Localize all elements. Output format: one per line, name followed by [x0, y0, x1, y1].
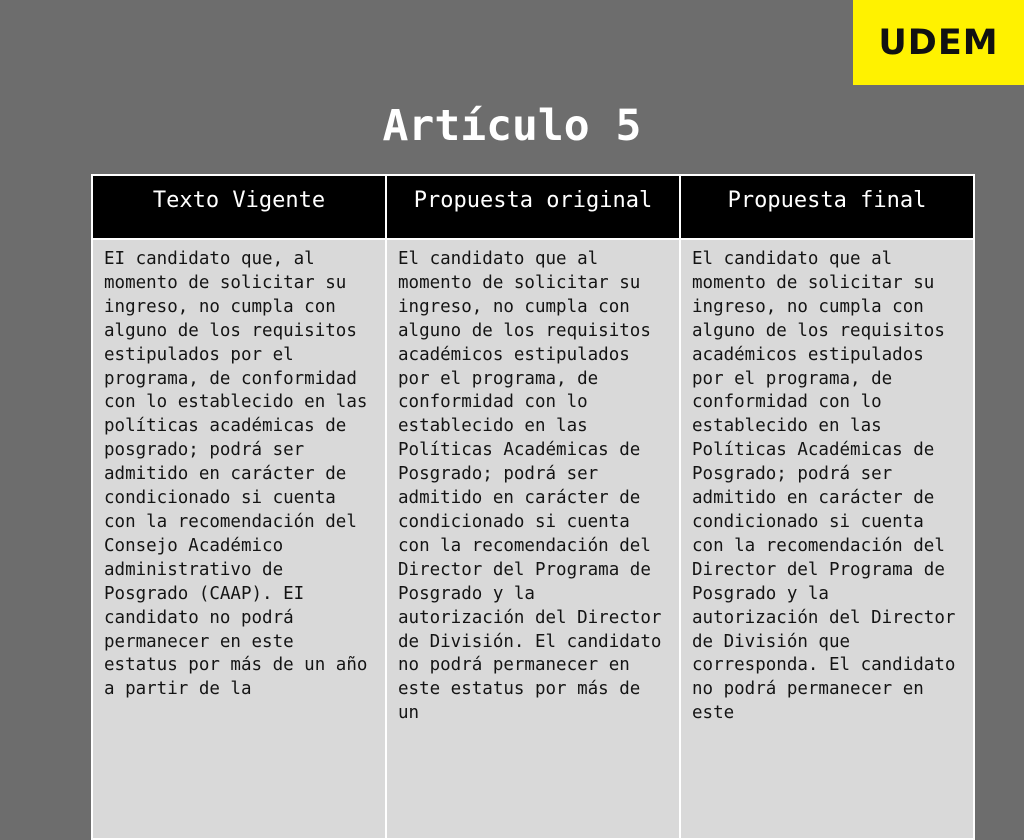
cell-texto-vigente: EI candidato que, al momento de solicitar su ingreso, no cumpla con alguno de los requisitos estipulados por el programa, de conformidad con lo establecido en las políticas académicas de posgrado; podrá ser admitido en carácter de condicionado si cuenta con la recomendación del Consejo Académico administrativo de Posgrado (CAAP). EI candidato no podrá permanecer en este estatus por más de un año a partir de la — [92, 239, 386, 839]
column-header-propuesta-original: Propuesta original — [386, 175, 680, 239]
column-header-texto-vigente: Texto Vigente — [92, 175, 386, 239]
logo-text: UDEM — [878, 22, 999, 63]
comparison-table — [91, 174, 975, 840]
table-row — [92, 239, 974, 839]
slide-title: Artículo 5 — [382, 101, 642, 151]
table-header-row — [92, 175, 974, 239]
cell-propuesta-original: El candidato que al momento de solicitar su ingreso, no cumpla con alguno de los requisitos académicos estipulados por el programa, de conformidad con lo establecido en las Políticas Académicas de Posgrado; podrá ser admitido en carácter de condicionado si cuenta con la recomendación del Director del Programa de Posgrado y la autorización del Director de División. El candidato no podrá permanecer en este estatus por más de un — [386, 239, 680, 839]
comparison-table-container — [91, 174, 974, 814]
column-header-propuesta-final: Propuesta final — [680, 175, 974, 239]
logo-badge — [853, 0, 1024, 85]
cell-propuesta-final: El candidato que al momento de solicitar su ingreso, no cumpla con alguno de los requisitos académicos estipulados por el programa, de conformidad con lo establecido en las Políticas Académicas de Posgrado; podrá ser admitido en carácter de condicionado si cuenta con la recomendación del Director del Programa de Posgrado y la autorización del Director de División que corresponda. El candidato no podrá permanecer en este — [680, 239, 974, 839]
